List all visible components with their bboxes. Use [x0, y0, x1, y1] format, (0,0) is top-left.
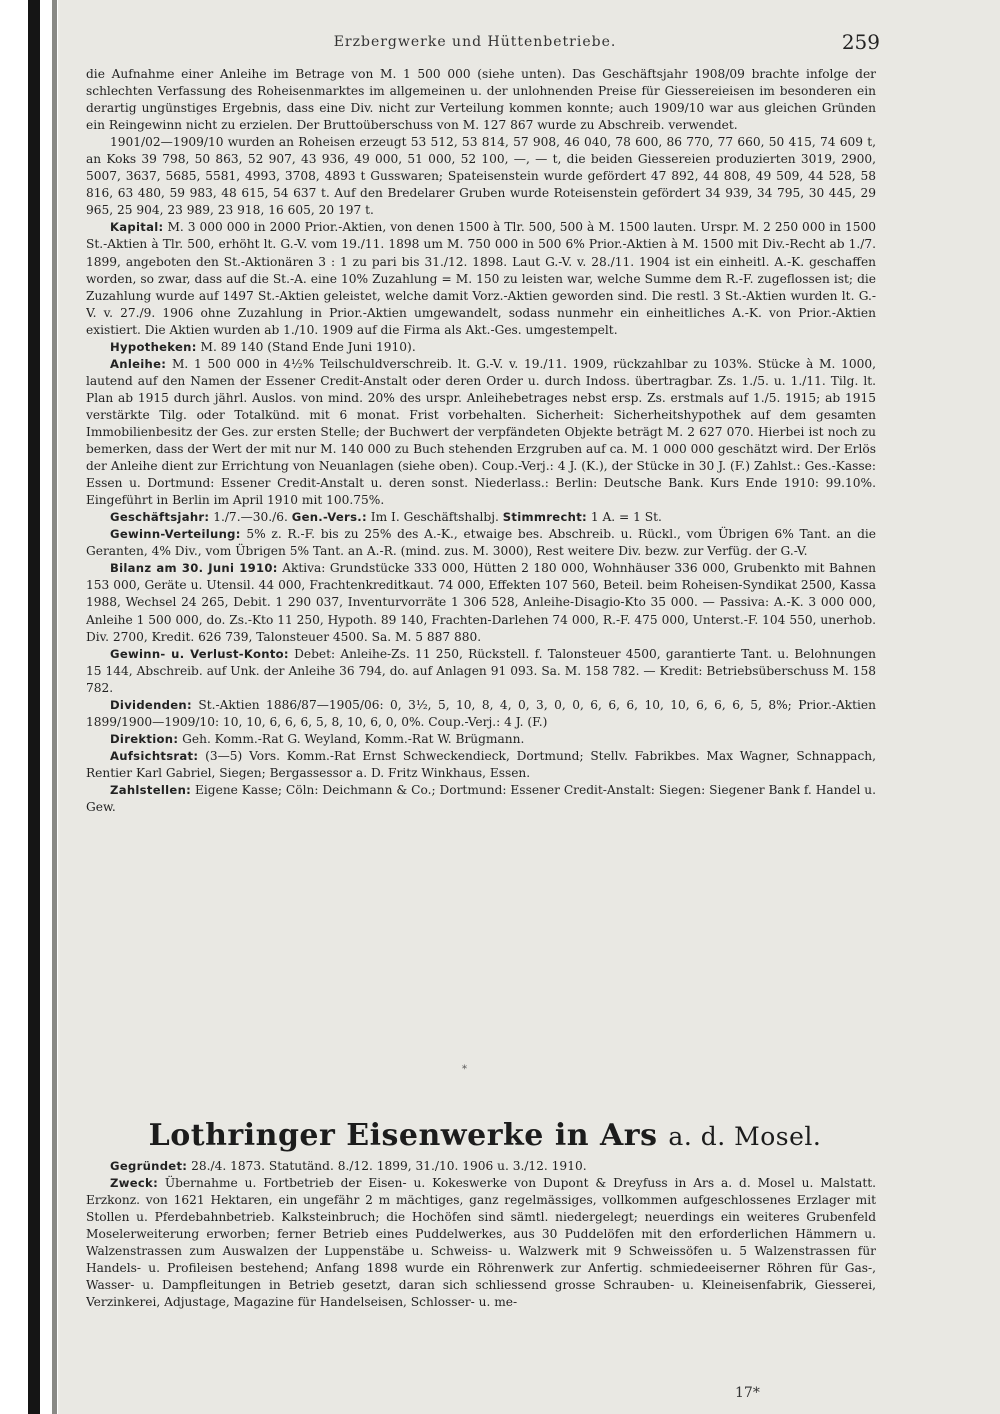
company-title-main: Lothringer Eisenwerke in Ars	[148, 1118, 658, 1153]
bilanz-label: Bilanz am 30. Juni 1910:	[110, 561, 278, 576]
production-paragraph: 1901/02—1909/10 wurden an Roheisen erzeugt 53 512, 53 814, 57 908, 46 040, 78 600, 86 770, 77 660, 50 415, 74 609 t, an Koks 39 798, 50 863, 52 907, 43 936, 49 000, 51 000, 52 100, —, — t, die beiden Giessereien produzierten 3019, 2900, 5007, 3637, 5685, 5581, 4993, 3708, 4893 t Gusswaren; Spateisenstein wurde gefördert 47 892, 44 808, 49 509, 44 528, 58 816, 63 480, 59 983, 48 615, 54 637 t. Auf den Bredelarer Gruben wurde Roteisenstein gefördert 34 939, 34 795, 30 445, 29 965, 25 904, 23 989, 23 918, 16 605, 20 197 t.	[86, 135, 876, 218]
genvers-label: Gen.-Vers.:	[291, 510, 367, 525]
dividenden-paragraph	[86, 697, 876, 731]
bilanz-text: Aktiva: Grundstücke 333 000, Hütten 2 180 000, Wohnhäuser 336 000, Grubenkto mit Bahnen 153 000, Geräte u. Utensil. 44 000, Frachtenkreditkaut. 74 000, Effekten 107 560, Beteil. beim Roheisen-Syndikat 2500, Kassa 1988, Wechsel 24 265, Debit. 1 290 037, Inventurvorräte 1 306 528, Anleihe-Disagio-Kto 35 000. — Passiva: A.-K. 3 000 000, Anleihe 1 500 000, do. Zs.-Kto 11 250, Hypoth. 89 140, Frachten-Darlehen 74 000, R.-F. 475 000, Unterst.-F. 104 550, unerhob. Div. 2700, Kredit. 626 739, Talonsteuer 4500. Sa. M. 5 887 880.	[86, 561, 876, 644]
stimmrecht-text: 1 A. = 1 St.	[590, 510, 662, 525]
hypotheken-paragraph	[86, 339, 876, 356]
geschaeftsjahr-text: 1./7.—30./6.	[213, 510, 288, 525]
hypotheken-text: M. 89 140 (Stand Ende Juni 1910).	[200, 339, 416, 354]
geschaeftsjahr-label: Geschäftsjahr:	[110, 510, 210, 525]
dividenden-text: St.-Aktien 1886/87—1905/06: 0, 3½, 5, 10, 8, 4, 0, 3, 0, 0, 6, 6, 6, 10, 10, 6, 6, 6, 5, 8%; Prior.-Aktien 1899/1900—1909/10: 10, 10, 6, 6, 6, 5, 8, 10, 6, 0, 0%. Coup.-Verj.: 4 J. (F.)	[86, 697, 876, 729]
aufsichtsrat-label: Aufsichtsrat:	[110, 748, 199, 763]
sheet-signature: 17*	[735, 1385, 760, 1401]
zahlstellen-text: Eigene Kasse; Cöln: Deichmann & Co.; Dortmund: Essener Credit-Anstalt: Siegen: Siegener Bank f. Handel u. Gew.	[86, 782, 876, 815]
stimmrecht-label: Stimmrecht:	[502, 510, 587, 525]
page-header	[70, 30, 880, 60]
gegruendet-text: 28./4. 1873. Statutänd. 8./12. 1899, 31./10. 1906 u. 3./12. 1910.	[191, 1159, 587, 1173]
binding-dark-strip	[28, 0, 40, 1414]
zweck-text: Übernahme u. Fortbetrieb der Eisen- u. Kokeswerke von Dupont & Dreyfuss in Ars a. d. Mosel u. Malstatt. Erzkonz. von 1621 Hektaren, ein ungefähr 2 m mächtiges, ganz regelmässiges, vollkommen aufgeschlossenes Erzlager mit Stollen u. Pferdebahnbetrieb. Kalksteinbruch; die Hochöfen sind sämtl. niedergelegt; neuerdings ein weiteres Grubenfeld Moselerweiterung erworben; ferner Betrieb eines Puddelwerkes, aus 30 Puddelöfen mit den erforderlichen Hämmern u. Walzenstrassen zum Auswalzen der Luppenstäbe u. Schweiss- u. Walzwerk mit 9 Schweissöfen u. 5 Walzenstrassen für Handels- u. Profileisen bestehend; Anfang 1898 wurde ein Röhrenwerk zur Anfertig. schmiedeeiserner Röhren für Gas-, Wasser- u. Dampfleitungen in Betrieb gesetzt, daran sich schliessend grosse Schrauben- u. Kleineisenfabrik, Giesserei, Verzinkerei, Adjustage, Magazine für Handelseisen, Schlosser- u. me-	[86, 1176, 876, 1310]
gv-konto-text: Debet: Anleihe-Zs. 11 250, Rückstell. f. Talonsteuer 4500, garantierte Tant. u. Belohnungen 15 144, Abschreib. auf Unk. der Anleihe 36 794, do. auf Anlagen 91 093. Sa. M. 158 782. — Kredit: Betriebsüberschuss M. 158 782.	[86, 646, 876, 695]
direktion-text: Geh. Komm.-Rat G. Weyland, Komm.-Rat W. Brügmann.	[182, 731, 525, 746]
company-entry-2-body	[86, 1158, 876, 1388]
gv-konto-label: Gewinn- u. Verlust-Konto:	[110, 646, 289, 661]
direktion-paragraph	[86, 731, 876, 748]
aufsichtsrat-paragraph	[86, 748, 876, 782]
gewinn-paragraph	[86, 526, 876, 560]
intro-paragraph: die Aufnahme einer Anleihe im Betrage von M. 1 500 000 (siehe unten). Das Geschäftsjahr 1908/09 brachte infolge der schlechten Verfassung des Roheisenmarktes im allgemeinen u. der unlohnenden Preise für Giessereieisen im besonderen ein derartig ungünstiges Ergebnis, dass eine Div. nicht zur Verteilung kommen konnte; auch 1909/10 war aus gleichen Gründen ein Reingewinn nicht zu erzielen. Der Bruttoüberschuss von M. 127 867 wurde zu Abschreib. verwendet.	[86, 67, 876, 133]
kapital-label: Kapital:	[110, 220, 164, 235]
kapital-paragraph	[86, 219, 876, 338]
zahlstellen-paragraph	[86, 782, 876, 816]
kapital-text: M. 3 000 000 in 2000 Prior.-Aktien, von denen 1500 à Tlr. 500, 500 à M. 1500 lauten. Urspr. M. 2 250 000 in 1500 St.-Aktien à Tlr. 500, erhöht lt. G.-V. vom 19./11. 1898 um M. 750 000 in 500 6% Prior.-Aktien à M. 1500 mit Div.-Recht ab 1./7. 1899, angeboten den St.-Aktionären 3 : 1 zu pari bis 31./12. 1898. Laut G.-V. v. 28./11. 1904 ist ein einheitl. A.-K. geschaffen worden, so zwar, dass auf die St.-A. eine 10% Zuzahlung = M. 150 zu leisten war, welche Summe dem R.-F. zugeflossen ist; die Zuzahlung wurde auf 1497 St.-Aktien geleistet, welche damit Vorz.-Aktien geworden sind. Die restl. 3 St.-Aktien wurden lt. G.-V. v. 27./9. 1906 ohne Zuzahlung in Prior.-Aktien umgewandelt, sodass nunmehr ein einheitliches A.-K. von Prior.-Aktien existiert. Die Aktien wurden ab 1./10. 1909 auf die Firma als Akt.-Ges. umgestempelt.	[86, 220, 876, 337]
gewinn-text: 5% z. R.-F. bis zu 25% des A.-K., etwaige bes. Abschreib. u. Rückl., vom Übrigen 6% Tant. an die Geranten, 4% Div., vom Übrigen 5% Tant. an A.-R. (mind. zus. M. 3000), Rest weitere Div. bezw. zur Verfüg. der G.-V.	[86, 527, 876, 559]
geschaeftsjahr-paragraph	[86, 509, 876, 526]
gegruendet-label: Gegründet:	[110, 1159, 188, 1173]
direktion-label: Direktion:	[110, 731, 179, 746]
zahlstellen-label: Zahlstellen:	[110, 782, 192, 797]
aufsichtsrat-text: (3—5) Vors. Komm.-Rat Ernst Schweckendieck, Dortmund; Stellv. Fabrikbes. Max Wagner, Schnappach, Rentier Karl Gabriel, Siegen; Bergassessor a. D. Fritz Winkhaus, Essen.	[86, 748, 876, 780]
anleihe-paragraph	[86, 356, 876, 509]
bilanz-paragraph	[86, 560, 876, 645]
zweck-label: Zweck:	[110, 1176, 158, 1191]
gegruendet-paragraph	[86, 1158, 876, 1175]
end-mark: *	[462, 1064, 467, 1075]
company-title-sub: a. d. Mosel.	[668, 1122, 822, 1151]
running-head: Erzbergwerke und Hüttenbetriebe.	[333, 34, 617, 50]
anleihe-text: M. 1 500 000 in 4½% Teilschuldverschreib. lt. G.-V. v. 19./11. 1909, rückzahlbar zu 103%. Stücke à M. 1000, lautend auf den Namen der Essener Credit-Anstalt oder deren Order u. durch Indoss. übertragbar. Zs. 1./5. u. 1./11. Tilg. lt. Plan ab 1915 durch jährl. Auslos. von mind. 20% des urspr. Anleihebetrages nebst ersp. Zs. erstmals auf 1./5. 1915; ab 1915 verstärkte Tilg. oder Totalkünd. mit 6 monat. Frist vorbehalten. Sicherheit: Sicherheitshypothek auf dem gesamten Immobilienbesitz der Ges. zur ersten Stelle; der Buchwert der verpfändeten Objekte beträgt M. 2 627 070. Hierbei ist noch zu bemerken, dass der Wert der mit nur M. 140 000 zu Buch stehenden Erzgruben auf ca. M. 1 000 000 geschätzt wird. Der Erlös der Anleihe dient zur Errichtung von Neuanlagen (siehe oben). Coup.-Verj.: 4 J. (K.), der Stücke in 30 J. (F.) Zahlst.: Ges.-Kasse: Essen u. Dortmund: Essener Credit-Anstalt u. deren sonst. Niederlass.: Berlin: Deutsche Bank. Kurs Ende 1910: 99.10%. Eingeführt in Berlin im April 1910 mit 100.75%.	[86, 356, 876, 508]
gewinn-label: Gewinn-Verteilung:	[110, 527, 241, 542]
anleihe-label: Anleihe:	[110, 356, 167, 371]
dividenden-label: Dividenden:	[110, 697, 192, 712]
company-title	[70, 1118, 900, 1153]
genvers-text: Im I. Geschäftshalbj.	[370, 510, 499, 525]
binding-shadow	[52, 0, 57, 1414]
binding-margin	[0, 0, 58, 1414]
gv-konto-paragraph	[86, 646, 876, 697]
zweck-paragraph	[86, 1175, 876, 1311]
hypotheken-label: Hypotheken:	[110, 339, 197, 354]
company-entry-body	[86, 66, 876, 1086]
page-number: 259	[841, 30, 880, 54]
